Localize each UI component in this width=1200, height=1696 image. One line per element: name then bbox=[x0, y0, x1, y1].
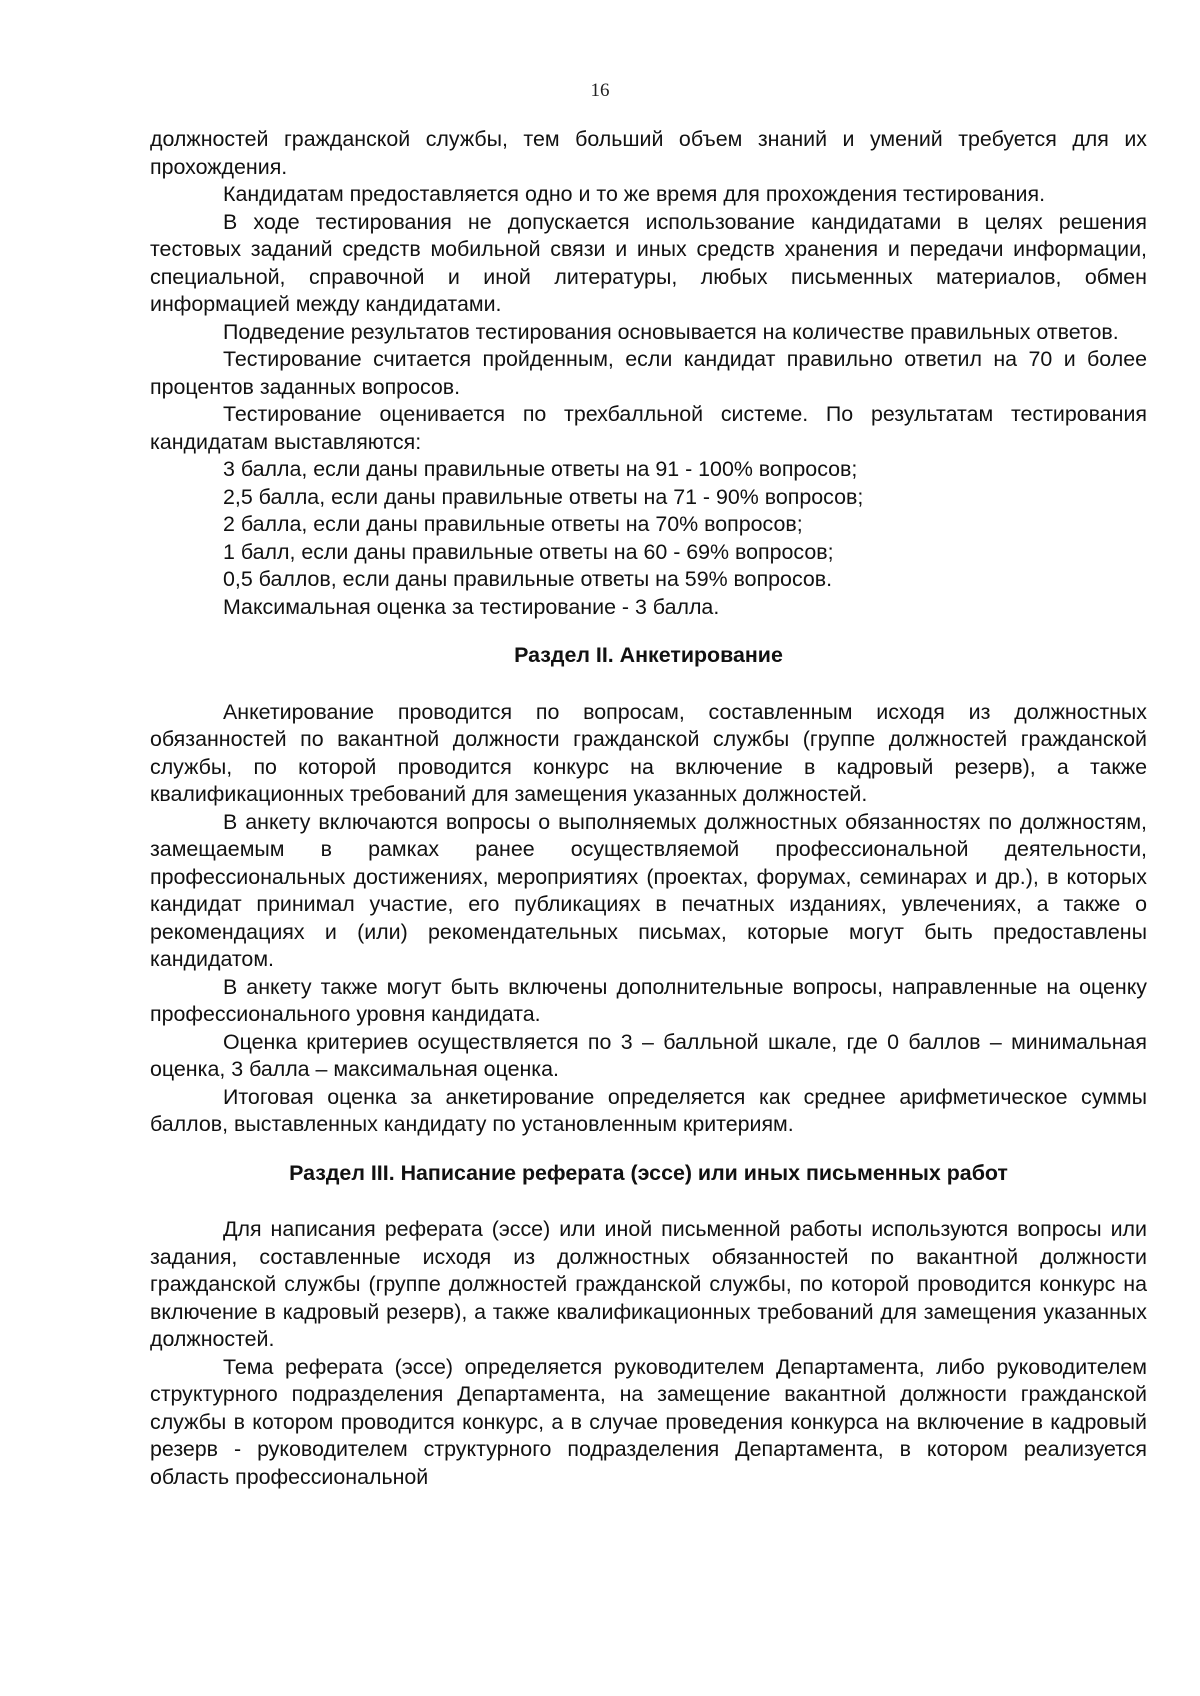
section-heading-questionnaire: Раздел II. Анкетирование bbox=[514, 643, 783, 667]
paragraph: Оценка критериев осуществляется по 3 – балльной шкале, где 0 баллов – минимальная оценка, 3 балла – максимальная оценка. bbox=[150, 1029, 1147, 1081]
score-list-item: 2 балла, если даны правильные ответы на 70% вопросов; bbox=[223, 512, 803, 536]
document-body bbox=[150, 126, 1147, 1491]
paragraph: В анкету также могут быть включены дополнительные вопросы, направленные на оценку профессионального уровня кандидата. bbox=[150, 974, 1147, 1026]
paragraph: В анкету включаются вопросы о выполняемых должностных обязанностях по должностям, замещаемым в рамках ранее осуществляемой профессиональной деятельности, профессиональных достижениях, мероприятиях (проектах, форумах, семинарах и др.), в которых кандидат принимал участие, его публикациях в печатных изданиях, увлечениях, а также о рекомендациях и (или) рекомендательных письмах, которые могут быть предоставлены кандидатом. bbox=[150, 809, 1147, 971]
score-list-item: 2,5 балла, если даны правильные ответы на 71 - 90% вопросов; bbox=[223, 484, 864, 509]
paragraph: Подведение результатов тестирования основывается на количестве правильных ответов. bbox=[223, 319, 1119, 344]
paragraph: Для написания реферата (эссе) или иной письменной работы используются вопросы или задания, составленные исходя из должностных обязанностей по вакантной должности гражданской службы (группе должностей гражданской службы, по которой проводится конкурс на включение в кадровый резерв), а также квалификационных требований для замещения указанных должностей. bbox=[150, 1217, 1147, 1351]
section-heading-essay: Раздел III. Написание реферата (эссе) или иных письменных работ bbox=[289, 1160, 1008, 1185]
paragraph: Тема реферата (эссе) определяется руководителем Департамента, либо руководителем структурного подразделения Департамента, на замещение вакантной должности гражданской службы в котором проводится конкурс, а в случае проведения конкурса на включение в кадровый резерв - руководителем структурного подразделения Департамента, в котором реализуется область профессиональной bbox=[150, 1354, 1147, 1489]
paragraph: Анкетирование проводится по вопросам, составленным исходя из должностных обязанностей по вакантной должности гражданской службы (группе должностей гражданской службы, по которой проводится конкурс на включение в кадровый резерв), а также квалификационных требований для замещения указанных должностей. bbox=[150, 699, 1147, 806]
paragraph: Кандидатам предоставляется одно и то же время для прохождения тестирования. bbox=[223, 182, 1046, 206]
paragraph: В ходе тестирования не допускается использование кандидатами в целях решения тестовых заданий средств мобильной связи и иных средств хранения и передачи информации, специальной, справочной и иной литературы, любых письменных материалов, обмен информацией между кандидатами. bbox=[150, 209, 1147, 316]
paragraph: должностей гражданской службы, тем больший объем знаний и умений требуется для их прохождения. bbox=[150, 127, 1147, 179]
page-number: 16 bbox=[590, 80, 610, 101]
score-list-item: 1 балл, если даны правильные ответы на 60 - 69% вопросов; bbox=[223, 539, 834, 564]
paragraph: Тестирование оценивается по трехбалльной системе. По результатам тестирования кандидатам выставляются: bbox=[150, 402, 1147, 454]
paragraph: Итоговая оценка за анкетирование определяется как среднее арифметическое суммы баллов, выставленных кандидату по установленным критериям. bbox=[150, 1084, 1147, 1136]
max-score-note: Максимальная оценка за тестирование - 3 балла. bbox=[223, 594, 720, 619]
paragraph: Тестирование считается пройденным, если кандидат правильно ответил на 70 и более процентов заданных вопросов. bbox=[150, 347, 1147, 399]
score-list-item: 3 балла, если даны правильные ответы на 91 - 100% вопросов; bbox=[223, 457, 858, 481]
score-list-item: 0,5 баллов, если даны правильные ответы на 59% вопросов. bbox=[223, 567, 833, 591]
